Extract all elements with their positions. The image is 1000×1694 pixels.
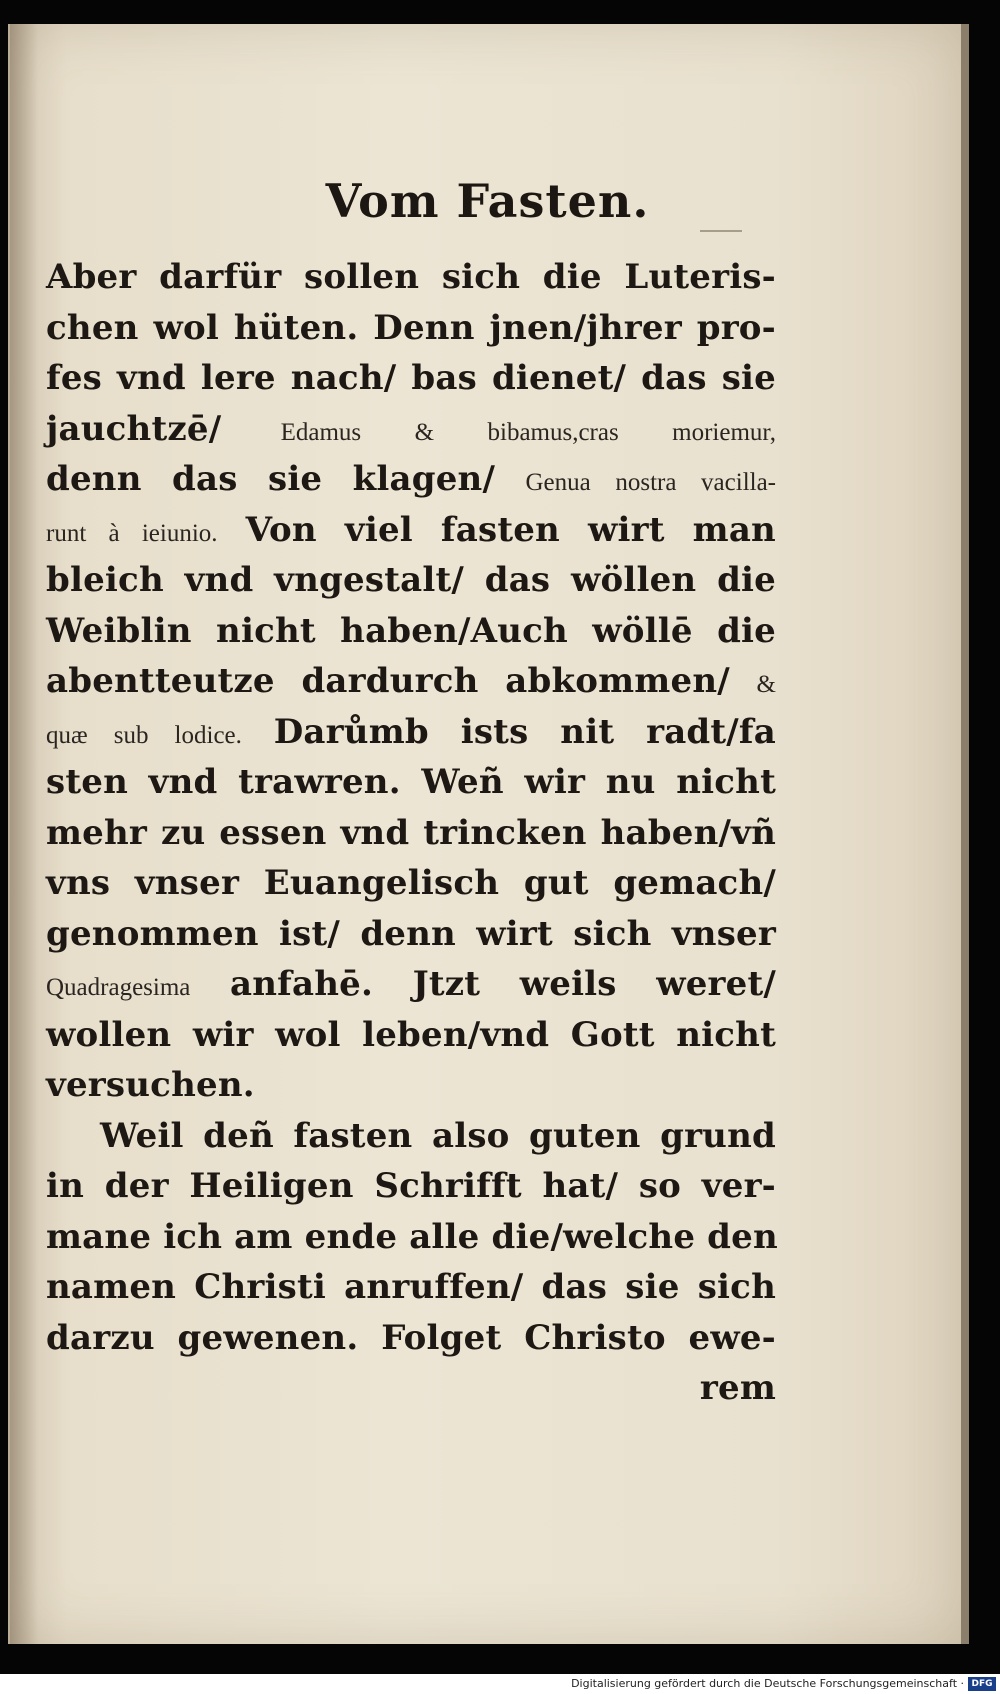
latin-quote: & xyxy=(756,671,776,698)
text-line: namen Christi anruffen/ das sie sich xyxy=(46,1267,776,1307)
text-line: jauchtzē/ Edamus & bibamus,cras moriemur, xyxy=(46,408,776,449)
text-line: wollen wir wol leben/vnd Gott nicht xyxy=(46,1014,776,1055)
text-line: Quadragesima anfahē. Jtzt weils weret/ xyxy=(46,964,776,1004)
latin-quote: quæ sub lodice. xyxy=(46,721,242,749)
latin-quote: runt à ieiunio. xyxy=(46,519,218,547)
text-line: Weil deñ fasten also guten grund xyxy=(100,1115,776,1156)
text-line: runt à ieiunio. Von viel fasten wirt man xyxy=(46,509,776,550)
funding-credit: Digitalisierung gefördert durch die Deutsche Forschungsgemeinschaft · xyxy=(571,1677,964,1690)
text-line: Weiblin nicht haben/Auch wöllē die xyxy=(46,610,776,651)
text-line: sten vnd trawren. Weñ wir nu nicht xyxy=(46,762,776,802)
text-line: darzu gewenen. Folget Christo ewe- xyxy=(46,1317,776,1358)
book-page xyxy=(8,24,965,1644)
body-text xyxy=(46,252,776,1414)
text-line: bleich vnd vngestalt/ das wöllen die xyxy=(46,560,776,600)
text-line: Aber darfür sollen sich die Luteris- xyxy=(46,257,776,297)
text-line: quæ sub lodice. Darůmb ists nit radt/fa xyxy=(46,711,776,752)
latin-quote: Genua nostra vacilla- xyxy=(525,469,777,496)
text-line: vns vnser Euangelisch gut gemach/ xyxy=(46,863,776,903)
dfg-logo: DFG xyxy=(968,1677,996,1691)
text-line: in der Heiligen Schrifft hat/ so ver- xyxy=(46,1166,776,1206)
text-line: chen wol hüten. Denn jnen/jhrer pro- xyxy=(46,307,776,348)
text-line: fes vnd lere nach/ bas dienet/ das sie xyxy=(46,358,776,398)
text-line: abentteutze dardurch abkommen/ & xyxy=(46,661,776,701)
head-rule xyxy=(700,230,742,232)
running-head: Vom Fasten. xyxy=(325,174,650,228)
text-line: mane ich am ende alle die/welche den xyxy=(46,1216,778,1257)
text-line: genommen ist/ denn wirt sich vnser xyxy=(46,913,776,954)
latin-quote: Quadragesima xyxy=(46,974,191,1001)
catchword: rem xyxy=(699,1368,776,1408)
latin-quote: Edamus & bibamus,cras moriemur, xyxy=(280,418,776,446)
page-edge xyxy=(961,24,969,1644)
text-line: mehr zu essen vnd trincken haben/vñ xyxy=(46,812,776,853)
text-line: versuchen. xyxy=(46,1065,255,1105)
text-line: denn das sie klagen/ Genua nostra vacilla- xyxy=(46,459,777,499)
